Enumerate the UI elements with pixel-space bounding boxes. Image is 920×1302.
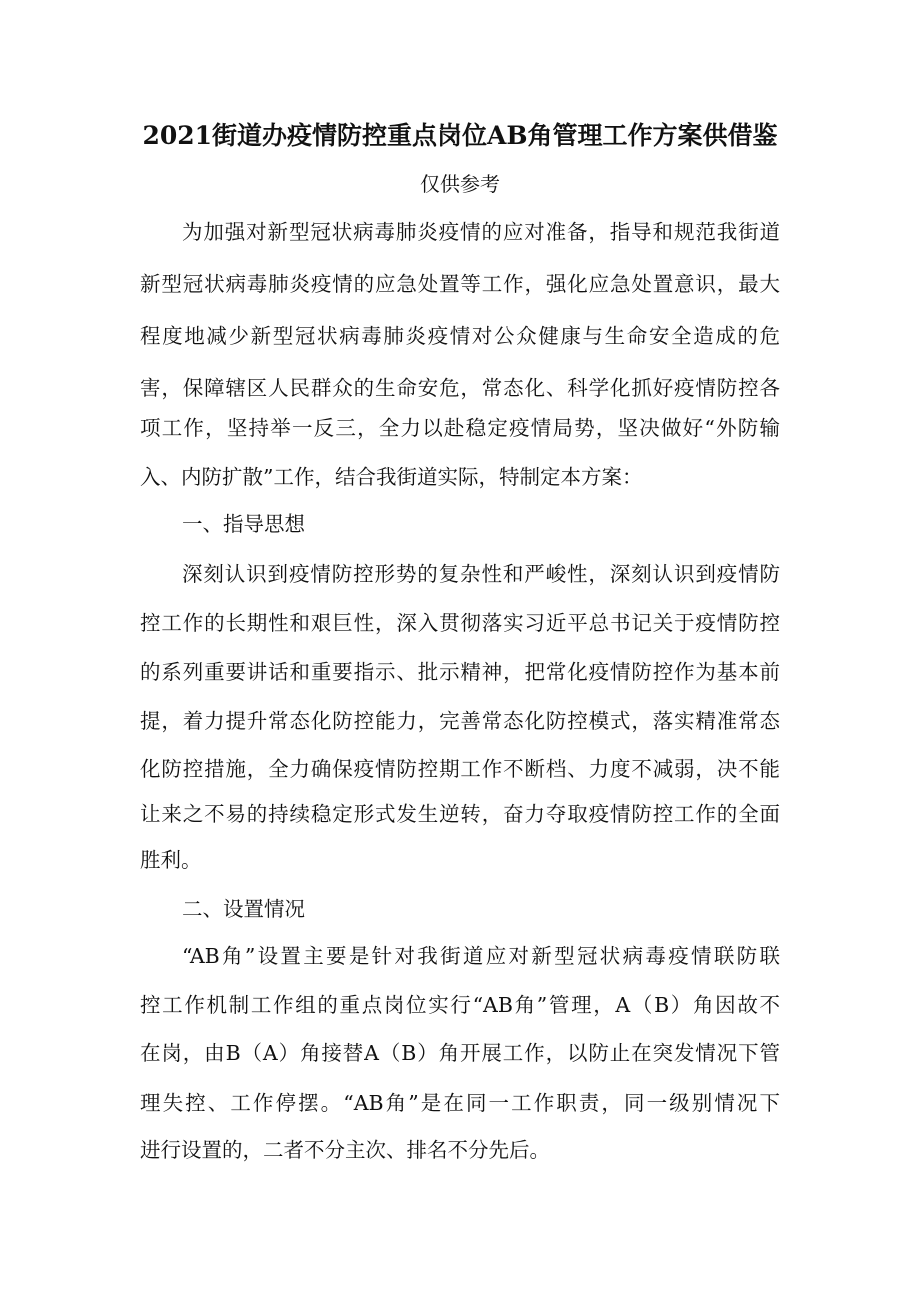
- paragraph-2-line-2: 控工作的长期性和艰巨性，深入贯彻落实习近平总书记关于疫情防控: [140, 611, 780, 635]
- paragraph-3-line-2: 控工作机制工作组的重点岗位实行“AB角”管理，A（B）角因故不: [140, 993, 780, 1017]
- paragraph-2-line-7: 胜利。: [140, 848, 202, 872]
- document-title: 2021街道办疫情防控重点岗位AB角管理工作方案供借鉴: [142, 121, 778, 150]
- section-heading-2: 二、设置情况: [182, 897, 305, 921]
- paragraph-2-line-5: 化防控措施，全力确保疫情防控期工作不断档、力度不减弱，决不能: [140, 757, 780, 781]
- paragraph-1-line-4: 害，保障辖区人民群众的生命安危，常态化、科学化抓好疫情防控各: [140, 376, 780, 400]
- paragraph-2-line-6: 让来之不易的持续稳定形式发生逆转，奋力夺取疫情防控工作的全面: [140, 802, 780, 826]
- paragraph-3-line-3: 在岗，由B（A）角接替A（B）角开展工作，以防止在突发情况下管: [140, 1041, 780, 1065]
- paragraph-1-line-5: 项工作，坚持举一反三，全力以赴稳定疫情局势，坚决做好“外防输: [140, 416, 780, 440]
- paragraph-1-line-1: 为加强对新型冠状病毒肺炎疫情的应对准备，指导和规范我街道: [182, 220, 780, 244]
- paragraph-2-line-4: 提，着力提升常态化防控能力，完善常态化防控模式，落实精准常态: [140, 709, 780, 733]
- paragraph-3-line-4: 理失控、工作停摆。“AB角”是在同一工作职责，同一级别情况下: [140, 1091, 780, 1115]
- paragraph-1-line-6: 入、内防扩散”工作，结合我街道实际，特制定本方案：: [140, 465, 643, 489]
- section-heading-1: 一、指导思想: [182, 512, 305, 536]
- document-subtitle: 仅供参考: [420, 172, 500, 196]
- paragraph-1-line-3: 程度地减少新型冠状病毒肺炎疫情对公众健康与生命安全造成的危: [140, 324, 780, 348]
- paragraph-3-line-1: “AB角”设置主要是针对我街道应对新型冠状病毒疫情联防联: [182, 944, 780, 968]
- paragraph-2-line-3: 的系列重要讲话和重要指示、批示精神，把常化疫情防控作为基本前: [140, 660, 780, 684]
- paragraph-2-line-1: 深刻认识到疫情防控形势的复杂性和严峻性，深刻认识到疫情防: [182, 562, 780, 586]
- paragraph-1-line-2: 新型冠状病毒肺炎疫情的应急处置等工作，强化应急处置意识，最大: [140, 272, 780, 296]
- paragraph-3-line-5: 进行设置的，二者不分主次、排名不分先后。: [140, 1138, 550, 1162]
